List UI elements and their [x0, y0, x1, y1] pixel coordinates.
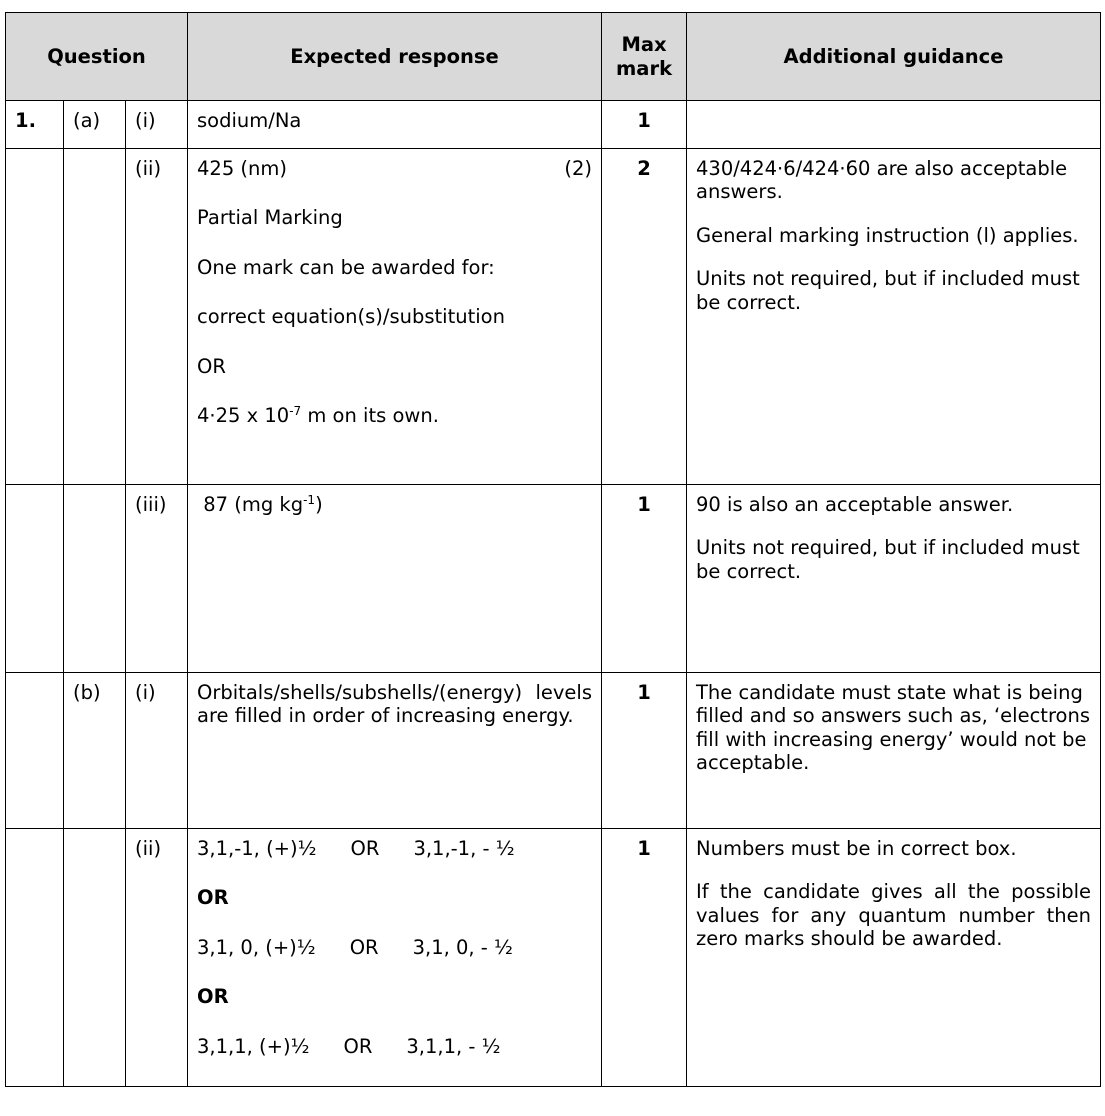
expected-response: [188, 829, 602, 1087]
question-subpart: (i): [126, 101, 188, 149]
question-subpart: (ii): [126, 149, 188, 485]
expected-response: [188, 101, 602, 149]
response-marks: (2): [564, 157, 593, 180]
header-max-mark: Max mark: [602, 13, 687, 101]
question-number: [6, 673, 64, 829]
question-number: [6, 149, 64, 485]
quantum-option: [197, 837, 592, 860]
quantum-numbers: 3,1, 0, - ½: [412, 935, 513, 959]
quantum-numbers: 3,1,-1, (+)½: [197, 837, 317, 860]
guidance-text: The candidate must state what is being filled and so answers such as, ‘electrons fill with increasing energy’ would not be acceptable.: [696, 681, 1090, 775]
response-text: One mark can be awarded for:: [197, 255, 495, 279]
question-subpart: (i): [126, 673, 188, 829]
max-mark: 1: [602, 829, 687, 1087]
response-text: 4·25 x 10: [197, 403, 290, 427]
additional-guidance: [687, 101, 1101, 149]
response-text: Orbitals/shells/subshells/(energy) levels are filled in order of increasing energy.: [197, 681, 593, 728]
question-part: (a): [64, 101, 126, 149]
guidance-text: If the candidate gives all the possible values for any quantum number then zero marks should be awarded.: [696, 880, 1092, 951]
quantum-numbers: 3,1,1, (+)½: [197, 1034, 310, 1058]
response-text: correct equation(s)/substitution: [197, 305, 505, 329]
quantum-option: [197, 936, 592, 959]
max-mark: 1: [602, 673, 687, 829]
guidance-text: General marking instruction (l) applies.: [696, 223, 1079, 247]
or-text: OR: [343, 1034, 373, 1058]
response-text: Partial Marking: [197, 206, 343, 230]
table-row: [6, 101, 1101, 149]
response-text: ): [315, 493, 323, 516]
question-part: [64, 485, 126, 673]
question-number: 1.: [6, 101, 64, 149]
quantum-numbers: 3,1, 0, (+)½: [197, 935, 316, 959]
table-row: [6, 149, 1101, 485]
guidance-text: Units not required, but if included must be correct.: [696, 536, 1080, 583]
or-divider: OR: [197, 886, 229, 910]
or-text: OR: [349, 935, 379, 959]
table-row: [6, 485, 1101, 673]
question-part: (b): [64, 673, 126, 829]
max-mark: 1: [602, 101, 687, 149]
header-row: [6, 13, 1101, 101]
expected-response: [188, 149, 602, 485]
guidance-text: 90 is also an acceptable answer.: [696, 493, 1014, 516]
max-mark: 2: [602, 149, 687, 485]
header-expected-response: Expected response: [188, 13, 602, 101]
response-text: m on its own.: [301, 403, 439, 427]
response-answer-line: [197, 157, 592, 180]
response-text: sodium/Na: [197, 109, 302, 132]
or-text: OR: [350, 837, 380, 860]
expected-response: [188, 485, 602, 673]
marking-scheme-table: [5, 12, 1101, 1087]
header-question: Question: [6, 13, 188, 101]
response-text: OR: [197, 354, 226, 378]
table-row: [6, 673, 1101, 829]
question-number: [6, 829, 64, 1087]
additional-guidance: [687, 485, 1101, 673]
guidance-text: Units not required, but if included must be correct.: [696, 267, 1080, 314]
or-divider: OR: [197, 985, 229, 1009]
quantum-numbers: 3,1,1, - ½: [406, 1034, 501, 1058]
additional-guidance: [687, 673, 1101, 829]
expected-response: [188, 673, 602, 829]
response-answer: 425 (nm): [197, 157, 288, 180]
response-text-with-exponent: [197, 404, 592, 427]
additional-guidance: [687, 149, 1101, 485]
exponent: -1: [303, 493, 316, 507]
guidance-text: Numbers must be in correct box.: [696, 837, 1017, 860]
header-additional-guidance: Additional guidance: [687, 13, 1101, 101]
question-part: [64, 149, 126, 485]
question-part: [64, 829, 126, 1087]
table-row: [6, 829, 1101, 1087]
additional-guidance: [687, 829, 1101, 1087]
question-subpart: (iii): [126, 485, 188, 673]
quantum-numbers: 3,1,-1, - ½: [413, 837, 515, 860]
exponent: -7: [289, 403, 302, 418]
max-mark: 1: [602, 485, 687, 673]
guidance-text: 430/424·6/424·60 are also acceptable answers.: [696, 157, 1068, 204]
question-number: [6, 485, 64, 673]
question-subpart: (ii): [126, 829, 188, 1087]
response-text: 87 (mg kg: [203, 493, 304, 516]
quantum-option: [197, 1035, 592, 1058]
